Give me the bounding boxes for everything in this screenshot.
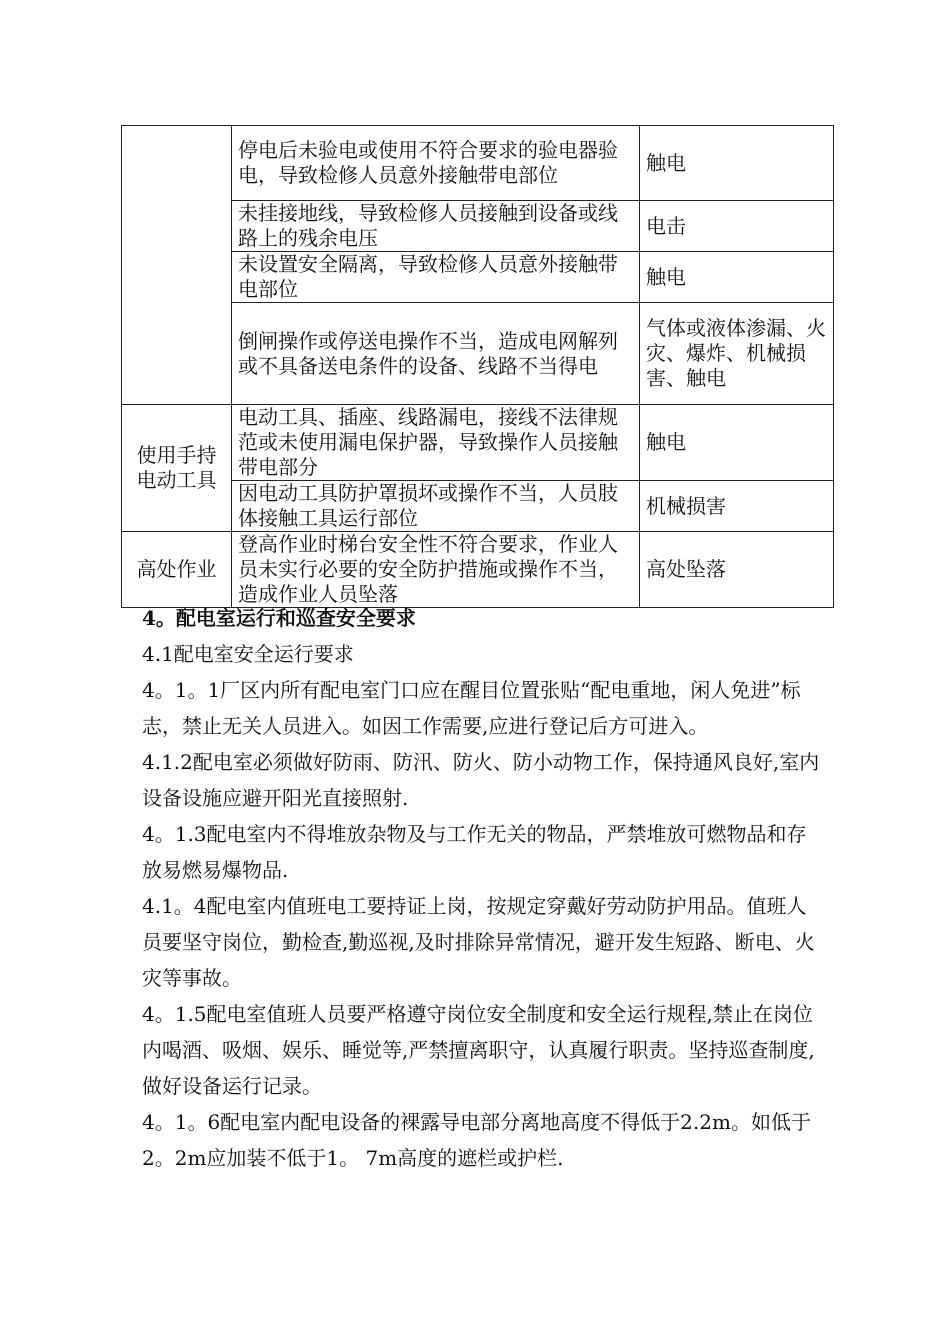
description-cell: 登高作业时梯台安全性不符合要求，作业人员未实行必要的安全防护措施或操作不当，造成作业人员坠落 bbox=[232, 532, 640, 608]
paragraph: 4。1.5配电室值班人员要严格遵守岗位安全制度和安全运行规程,禁止在岗位内喝酒、吸烟、娱乐、睡觉等,严禁擅离职守，认真履行职责。坚持巡查制度,做好设备运行记录。 bbox=[142, 1002, 815, 1098]
result-cell: 触电 bbox=[640, 252, 834, 303]
description-cell: 因电动工具防护罩损坏或操作不当，人员肢体接触工具运行部位 bbox=[232, 481, 640, 532]
paragraph: 4。1。6配电室内配电设备的裸露导电部分离地高度不得低于2.2m。如低于2。2m应加装不低于1。 7m高度的遮栏或护栏. bbox=[142, 1110, 811, 1170]
paragraph: 4。1。1厂区内所有配电室门口应在醒目位置张贴“配电重地，闲人免进”标志，禁止无关人员进入。如因工作需要,应进行登记后方可进入。 bbox=[142, 678, 801, 738]
result-cell: 电击 bbox=[640, 201, 834, 252]
section-body bbox=[142, 600, 822, 1176]
section-subheading: 4.1配电室安全运行要求 bbox=[142, 642, 354, 666]
description-cell: 电动工具、插座、线路漏电，接线不法律规范或未使用漏电保护器，导致操作人员接触带电部分 bbox=[232, 405, 640, 481]
result-cell: 触电 bbox=[640, 405, 834, 481]
table-row bbox=[122, 126, 834, 201]
paragraph: 4.1。4配电室内值班电工要持证上岗，按规定穿戴好劳动防护用品。值班人员要坚守岗位，勤检查,勤巡视,及时排除异常情况，避开发生短路、断电、火灾等事故。 bbox=[142, 894, 815, 990]
description-cell: 未设置安全隔离，导致检修人员意外接触带电部位 bbox=[232, 252, 640, 303]
description-cell: 倒闸操作或停送电操作不当，造成电网解列或不具备送电条件的设备、线路不当得电 bbox=[232, 303, 640, 405]
table-row bbox=[122, 532, 834, 608]
result-cell: 触电 bbox=[640, 126, 834, 201]
section-heading: 4。配电室运行和巡查安全要求 bbox=[142, 606, 416, 630]
category-cell bbox=[122, 126, 232, 405]
table-row bbox=[122, 405, 834, 481]
result-cell: 气体或液体渗漏、火灾、爆炸、机械损害、触电 bbox=[640, 303, 834, 405]
result-cell: 高处坠落 bbox=[640, 532, 834, 608]
paragraph: 4。1.3配电室内不得堆放杂物及与工作无关的物品，严禁堆放可燃物品和存放易燃易爆物品. bbox=[142, 822, 807, 882]
category-cell: 高处作业 bbox=[122, 532, 232, 608]
hazard-table bbox=[121, 125, 834, 608]
description-cell: 停电后未验电或使用不符合要求的验电器验电，导致检修人员意外接触带电部位 bbox=[232, 126, 640, 201]
category-cell: 使用手持电动工具 bbox=[122, 405, 232, 532]
description-cell: 未挂接地线，导致检修人员接触到设备或线路上的残余电压 bbox=[232, 201, 640, 252]
paragraph: 4.1.2配电室必须做好防雨、防汛、防火、防小动物工作，保持通风良好,室内设备设施应避开阳光直接照射. bbox=[142, 750, 820, 810]
result-cell: 机械损害 bbox=[640, 481, 834, 532]
